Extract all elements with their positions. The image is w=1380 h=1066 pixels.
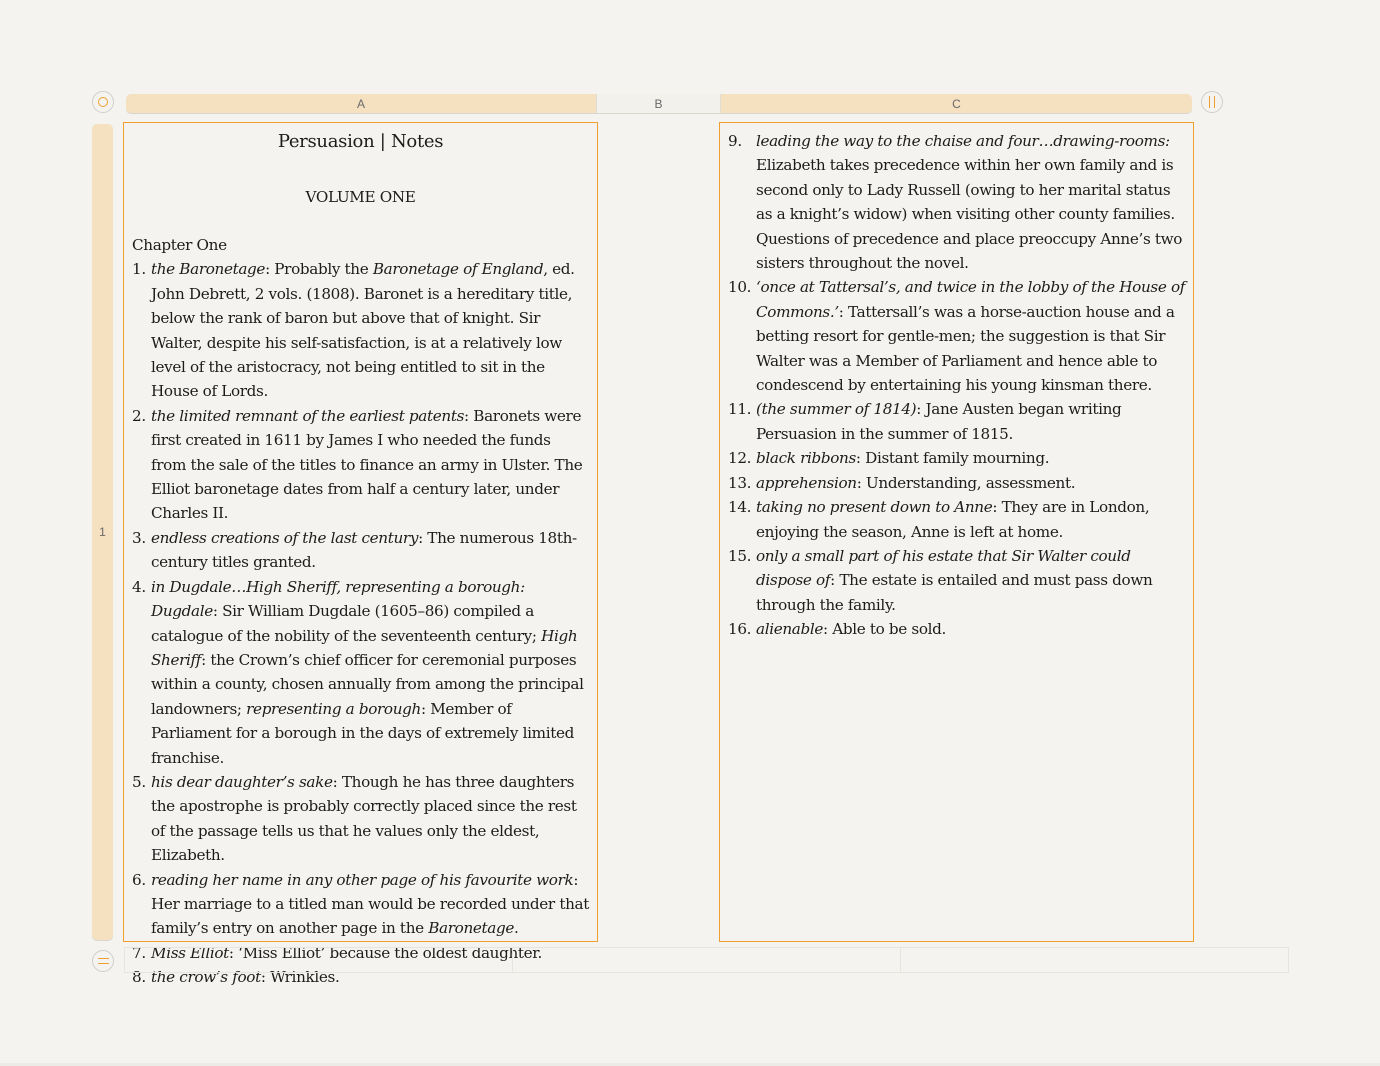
note-number: 10. xyxy=(728,278,752,297)
note-number: 3. xyxy=(132,528,146,547)
note-term: High Sheriff xyxy=(151,626,578,669)
note-term: black ribbons xyxy=(756,449,856,468)
circle-icon xyxy=(98,97,108,107)
note-item xyxy=(728,471,1187,495)
note-number: 16. xyxy=(728,620,752,639)
note-number: 6. xyxy=(132,870,146,889)
note-term: alienable xyxy=(756,620,824,639)
note-item xyxy=(132,257,589,403)
notes-list-c xyxy=(728,129,1187,642)
note-text: : Sir William Dugdale (1605–86) compiled a catalogue of the nobility of the seventeenth century; xyxy=(151,602,542,645)
note-item xyxy=(728,544,1187,617)
note-term: Baronetage xyxy=(428,919,515,938)
column-header-c[interactable]: C xyxy=(721,94,1192,113)
note-term: leading the way to the chaise and four…drawing-rooms: xyxy=(756,132,1170,150)
add-row-button[interactable] xyxy=(92,950,114,972)
empty-row-2 xyxy=(124,947,1289,973)
note-text: : Able to be sold. xyxy=(823,620,946,639)
note-text: : Wrinkles. xyxy=(260,968,340,987)
note-term: apprehension xyxy=(756,473,857,492)
note-term: representing a borough xyxy=(246,699,421,718)
note-number: 9. xyxy=(728,132,742,150)
note-text: : Member of Parliament for a borough in the days of extremely limited franchise. xyxy=(151,699,574,767)
note-text: : Probably the xyxy=(265,260,373,279)
note-text: Elizabeth takes precedence within her own family and is second only to Lady Russell (owing to her marital status as a knight’s widow) when visiting other county families. Questions of precedence and place preoccupy Anne’s two sisters throughout the novel. xyxy=(756,156,1183,273)
note-term: reading her name in any other page of his favourite work xyxy=(151,870,574,889)
note-number: 2. xyxy=(132,406,146,425)
cell-a2[interactable] xyxy=(125,948,513,972)
note-text: : Understanding, assessment. xyxy=(856,473,1076,492)
note-number: 11. xyxy=(728,400,752,419)
cell-c2[interactable] xyxy=(901,948,1288,972)
note-number: 12. xyxy=(728,449,752,468)
note-term: the Baronetage xyxy=(151,260,266,279)
cell-b2[interactable] xyxy=(513,948,901,972)
note-text: : ‘Miss Elliot’ because the oldest daughter. xyxy=(228,943,543,962)
page-title: Persuasion | Notes xyxy=(277,131,444,152)
note-item xyxy=(132,575,589,770)
note-text: : Her marriage to a titled man would be recorded under that family’s entry on another page in the xyxy=(151,870,589,938)
equals-icon xyxy=(98,958,109,964)
note-item xyxy=(728,446,1187,470)
note-text: : The numerous 18th-century titles granted. xyxy=(151,528,577,572)
select-table-button[interactable] xyxy=(92,91,114,113)
column-header-a[interactable]: A xyxy=(126,94,596,113)
note-text: : Distant family mourning. xyxy=(855,449,1050,468)
note-number: 1. xyxy=(132,260,146,279)
column-header-b[interactable]: B xyxy=(596,94,721,113)
note-number: 7. xyxy=(132,943,146,962)
note-text: : Baronets were first created in 1611 by James I who needed the funds from the sale of the titles to finance an army in Ulster. The Elliot baronetage dates from half a century later, under Charles II. xyxy=(151,406,583,523)
note-item xyxy=(728,617,1187,641)
note-number: 14. xyxy=(728,498,752,517)
note-item xyxy=(132,770,589,868)
note-term: Miss Elliot xyxy=(151,943,229,962)
note-item xyxy=(132,526,589,575)
note-item xyxy=(132,404,589,526)
notes-list-a xyxy=(132,257,589,989)
note-text: : The estate is entailed and must pass down through the family. xyxy=(756,571,1153,614)
note-term: his dear daughter’s sake xyxy=(151,772,333,791)
note-number: 13. xyxy=(728,473,752,492)
note-number: 15. xyxy=(728,546,752,565)
note-text: : Though he has three daughters the apostrophe is probably correctly placed since the rest of the passage tells us that he values only the eldest, Elizabeth. xyxy=(151,772,577,865)
note-item xyxy=(132,868,589,941)
row-header-1[interactable]: 1 xyxy=(92,124,113,940)
note-term: only a small part of his estate that Sir Walter could dispose of xyxy=(756,546,1131,590)
note-number: 5. xyxy=(132,772,146,791)
note-item xyxy=(728,495,1187,544)
note-item xyxy=(728,129,1187,275)
note-text: : Tattersall’s was a horse-auction house and a betting resort for gentle-men; the suggestion is that Sir Walter was a Member of Parliament and hence able to condescend by entertaining his young kinsman there. xyxy=(756,302,1175,395)
note-text: : They are in London, enjoying the season, Anne is left at home. xyxy=(756,498,1150,541)
add-column-button[interactable] xyxy=(1201,91,1223,113)
cell-a1[interactable] xyxy=(123,122,598,987)
note-text: , ed. John Debrett, 2 vols. (1808). Baronet is a hereditary title, below the rank of baron but above that of knight. Sir Walter, despite his self-satisfaction, is at a relatively low level of the aristocracy, not being entitled to sit in the House of Lords. xyxy=(151,260,575,401)
note-term: the crow’s foot xyxy=(151,968,261,987)
note-number: 4. xyxy=(132,577,146,596)
pause-bars-icon xyxy=(1209,96,1215,108)
volume-heading: VOLUME ONE xyxy=(305,188,416,206)
cell-c1[interactable] xyxy=(719,122,1194,942)
note-term: the limited remnant of the earliest patents xyxy=(151,406,465,425)
note-term: (the summer of 1814) xyxy=(756,400,917,419)
note-term: endless creations of the last century xyxy=(151,528,419,547)
column-header-bar xyxy=(126,94,1192,113)
note-text: . xyxy=(514,919,519,938)
note-item xyxy=(728,275,1187,397)
note-term: Baronetage of England xyxy=(372,260,544,279)
note-term: in Dugdale…High Sheriff, representing a borough: Dugdale xyxy=(151,577,525,621)
note-text: : the Crown’s chief officer for ceremonial purposes within a county, chosen annually from among the principal landowners; xyxy=(151,650,584,718)
note-term: ‘once at Tattersal’s, and twice in the lobby of the House of Commons.’ xyxy=(756,278,1186,321)
note-text: : Jane Austen began writing Persuasion in the summer of 1815. xyxy=(756,400,1122,443)
note-item xyxy=(728,397,1187,446)
note-term: taking no present down to Anne xyxy=(756,498,993,517)
chapter-heading: Chapter One xyxy=(132,236,227,254)
note-number: 8. xyxy=(132,968,146,987)
